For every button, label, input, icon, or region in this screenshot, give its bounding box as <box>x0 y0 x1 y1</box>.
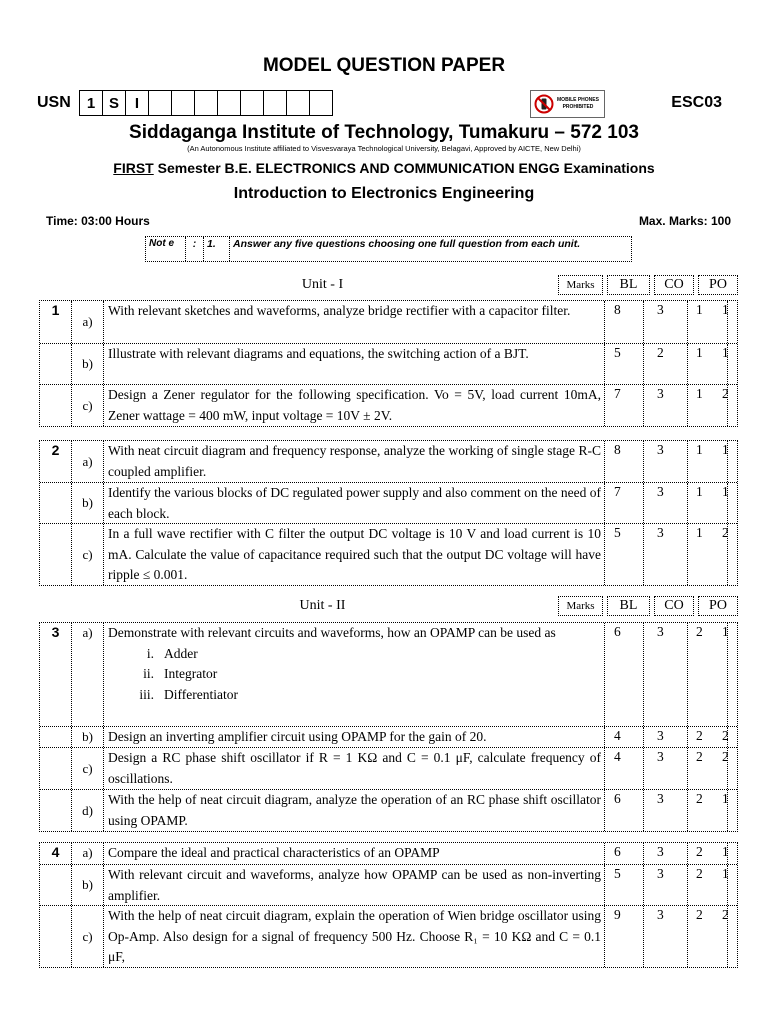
question-number <box>40 906 71 967</box>
bl-value: 3 <box>643 748 687 789</box>
bl-value: 3 <box>643 727 687 747</box>
list-item <box>108 664 601 685</box>
po-value-cell <box>722 843 738 864</box>
question-number <box>40 524 71 585</box>
question-body: With the help of neat circuit diagram, analyze the operation of an RC phase shift oscillator using OPAMP. <box>108 792 601 828</box>
question-text <box>103 344 604 384</box>
question-body: With relevant circuit and waveforms, analyze how OPAMP can be used as non-inverting amplifier. <box>108 867 601 903</box>
po-value: 2 <box>722 749 729 764</box>
marks-value: 8 <box>604 301 643 343</box>
question-text <box>103 301 604 343</box>
question-text <box>103 865 604 905</box>
po-value: 1 <box>722 624 729 639</box>
co-value: 2 <box>687 790 727 831</box>
co-value: 2 <box>687 843 727 864</box>
question-text <box>103 623 604 726</box>
question-2 <box>39 440 738 586</box>
bl-value: 3 <box>643 906 687 967</box>
sub-question-label: a) <box>71 843 103 864</box>
sub-question-label: c) <box>71 524 103 585</box>
question-body: Design an inverting amplifier circuit using OPAMP for the gain of 20. <box>108 729 487 744</box>
marks-value: 4 <box>604 727 643 747</box>
usn-box <box>171 90 195 116</box>
table-row <box>40 843 737 864</box>
co-value: 1 <box>687 524 727 585</box>
co-value: 2 <box>687 727 727 747</box>
marks-value: 5 <box>604 865 643 905</box>
exam-time: Time: 03:00 Hours <box>46 214 150 228</box>
question-body: With the help of neat circuit diagram, explain the operation of Wien bridge oscillator using Op-Amp. Also design for a signal of frequency 500 Hz. Choose R₁ = 10 KΩ and C = 0.1 μF, <box>108 908 601 964</box>
table-row <box>40 726 737 747</box>
question-number <box>40 385 71 426</box>
question-text <box>103 483 604 523</box>
po-value: 1 <box>722 844 729 859</box>
co-value: 1 <box>687 385 727 426</box>
question-number <box>40 748 71 789</box>
phones-notice: MOBILE PHONES PROHIBITED <box>557 97 599 110</box>
co-value: 2 <box>687 906 727 967</box>
usn-box <box>194 90 218 116</box>
marks-value: 9 <box>604 906 643 967</box>
question-number <box>40 344 71 384</box>
unit-header <box>40 596 738 616</box>
usn-box <box>217 90 241 116</box>
semester-line <box>0 160 768 176</box>
po-value-cell <box>722 344 738 384</box>
sub-question-label: b) <box>71 344 103 384</box>
sub-question-label: b) <box>71 727 103 747</box>
mobile-phones-prohibited-badge <box>530 90 605 118</box>
question-number: 1 <box>51 302 60 318</box>
marks-value: 6 <box>604 623 643 726</box>
po-value: 1 <box>722 442 729 457</box>
usn-box <box>240 90 264 116</box>
table-row <box>40 864 737 905</box>
question-number <box>40 727 71 747</box>
table-row <box>40 343 737 384</box>
question-text <box>103 843 604 864</box>
unit-title: Unit - I <box>301 277 344 292</box>
co-value: 1 <box>687 441 727 482</box>
usn-box <box>286 90 310 116</box>
marks-value: 7 <box>604 483 643 523</box>
column-header-co: CO <box>654 275 694 295</box>
table-row <box>40 747 737 789</box>
marks-value: 7 <box>604 385 643 426</box>
subject-title: Introduction to Electronics Engineering <box>233 185 535 202</box>
list-item-text: Differentiator <box>164 686 238 702</box>
note-label: Not e <box>146 237 186 261</box>
po-value-cell <box>722 748 738 789</box>
marks-value: 4 <box>604 748 643 789</box>
usn-box <box>148 90 172 116</box>
bl-value: 3 <box>643 524 687 585</box>
po-value-cell <box>722 865 738 905</box>
sub-question-label: b) <box>71 865 103 905</box>
note-number: 1. <box>204 237 230 261</box>
course-code: ESC03 <box>671 94 722 111</box>
question-number: 2 <box>51 442 60 458</box>
semester-first: FIRST <box>113 160 154 176</box>
table-row <box>40 905 737 967</box>
instruction-note <box>145 236 632 262</box>
bl-value: 3 <box>643 483 687 523</box>
question-1 <box>39 300 738 427</box>
question-text <box>103 385 604 426</box>
sub-question-label: b) <box>71 483 103 523</box>
question-text <box>103 727 604 747</box>
sub-question-label: d) <box>71 790 103 831</box>
list-item-text: Integrator <box>164 666 218 681</box>
bl-value: 3 <box>643 385 687 426</box>
usn-box: I <box>125 90 149 116</box>
co-value: 2 <box>687 865 727 905</box>
question-text <box>103 790 604 831</box>
po-value-cell <box>722 790 738 831</box>
question-body: Compare the ideal and practical characteristics of an OPAMP <box>108 845 440 860</box>
sub-question-label: a) <box>71 441 103 482</box>
institute-name: Siddaganga Institute of Technology, Tumakuru – 572 103 <box>129 122 639 143</box>
marks-value: 5 <box>604 344 643 384</box>
question-body: Illustrate with relevant diagrams and equations, the switching action of a BJT. <box>108 346 529 361</box>
marks-value: 5 <box>604 524 643 585</box>
affiliation: (An Autonomous Institute affiliated to Visvesvaraya Technological University, Belagavi, Approved by AICTE, New Delhi) <box>187 144 581 153</box>
question-body: In a full wave rectifier with C filter the output DC voltage is 10 V and load current is 10 mA. Calculate the value of capacitance required such that the output DC voltage will have ripple ≤ 0.001. <box>108 526 601 582</box>
list-item-number: i. <box>146 645 154 661</box>
bl-value: 2 <box>643 344 687 384</box>
sub-question-label: c) <box>71 748 103 789</box>
question-body: Demonstrate with relevant circuits and waveforms, how an OPAMP can be used as <box>108 625 556 640</box>
column-header-bl: BL <box>607 596 650 616</box>
po-value: 2 <box>722 525 729 540</box>
question-3 <box>39 622 738 832</box>
list-item-number: iii. <box>139 686 154 702</box>
usn-box <box>309 90 333 116</box>
po-value: 2 <box>722 728 729 743</box>
column-header-marks: Marks <box>558 275 603 295</box>
table-row <box>40 623 737 726</box>
table-row <box>40 789 737 831</box>
list-item-number: ii. <box>143 666 154 681</box>
list-item <box>108 644 601 665</box>
po-value: 1 <box>722 345 729 360</box>
question-number <box>40 483 71 523</box>
po-value-cell <box>722 441 738 482</box>
bl-value: 3 <box>643 301 687 343</box>
po-value-cell <box>722 906 738 967</box>
po-value-cell <box>722 385 738 426</box>
column-header-po: PO <box>698 275 738 295</box>
po-value-cell <box>722 483 738 523</box>
table-row <box>40 441 737 482</box>
po-value-cell <box>722 727 738 747</box>
marks-value: 6 <box>604 843 643 864</box>
column-header-co: CO <box>654 596 694 616</box>
question-text <box>103 441 604 482</box>
po-value: 1 <box>722 866 729 881</box>
po-value: 1 <box>722 791 729 806</box>
table-row <box>40 384 737 426</box>
question-number: 3 <box>51 624 60 640</box>
table-row <box>40 523 737 585</box>
usn-box: 1 <box>79 90 103 116</box>
po-value-cell <box>722 524 738 585</box>
question-number <box>40 790 71 831</box>
max-marks: Max. Marks: 100 <box>638 214 731 228</box>
column-header-marks: Marks <box>558 596 603 616</box>
table-row <box>40 482 737 523</box>
co-value: 2 <box>687 623 727 726</box>
question-body: With neat circuit diagram and frequency response, analyze the working of single stage R-C coupled amplifier. <box>108 443 601 479</box>
po-value-cell <box>722 301 738 343</box>
question-body: Design a Zener regulator for the following specification. Vo = 5V, load current 10mA, Zener wattage = 400 mW, input voltage = 10V ± 2V. <box>108 387 601 423</box>
note-text: Answer any five questions choosing one full question from each unit. <box>233 238 581 250</box>
po-value-cell <box>722 623 738 726</box>
unit-header <box>40 275 738 295</box>
bl-value: 3 <box>643 441 687 482</box>
usn-box <box>263 90 287 116</box>
sub-question-label: a) <box>71 623 103 726</box>
sub-question-label: c) <box>71 385 103 426</box>
co-value: 1 <box>687 483 727 523</box>
question-body: Design a RC phase shift oscillator if R = 1 KΩ and C = 0.1 μF, calculate frequency of oscillations. <box>108 750 601 786</box>
bl-value: 3 <box>643 865 687 905</box>
note-colon: : <box>186 237 204 261</box>
semester-rest: Semester B.E. ELECTRONICS AND COMMUNICATION ENGG Examinations <box>153 160 655 176</box>
question-body: Identify the various blocks of DC regulated power supply and also comment on the need of each block. <box>108 485 602 521</box>
bl-value: 3 <box>643 843 687 864</box>
po-value: 2 <box>722 386 729 401</box>
no-phone-icon <box>534 94 554 114</box>
sub-question-label: c) <box>71 906 103 967</box>
column-header-po: PO <box>698 596 738 616</box>
question-4 <box>39 842 738 968</box>
unit-title: Unit - II <box>299 598 346 613</box>
list-item <box>108 685 601 706</box>
question-number <box>40 865 71 905</box>
question-number: 4 <box>51 844 60 860</box>
bl-value: 3 <box>643 790 687 831</box>
marks-value: 8 <box>604 441 643 482</box>
po-value: 2 <box>722 907 729 922</box>
po-value: 1 <box>722 484 729 499</box>
question-text <box>103 524 604 585</box>
usn-label: USN <box>37 94 71 111</box>
usn-boxes <box>80 90 333 116</box>
list-item-text: Adder <box>164 645 198 661</box>
question-text <box>103 748 604 789</box>
co-value: 1 <box>687 301 727 343</box>
paper-title: MODEL QUESTION PAPER <box>262 55 506 76</box>
sub-question-label: a) <box>71 301 103 343</box>
table-row <box>40 301 737 343</box>
po-value: 1 <box>722 302 729 317</box>
question-body: With relevant sketches and waveforms, analyze bridge rectifier with a capacitor filter. <box>108 303 571 318</box>
column-header-bl: BL <box>607 275 650 295</box>
co-value: 1 <box>687 344 727 384</box>
co-value: 2 <box>687 748 727 789</box>
question-text <box>103 906 604 967</box>
marks-value: 6 <box>604 790 643 831</box>
bl-value: 3 <box>643 623 687 726</box>
usn-box: S <box>102 90 126 116</box>
